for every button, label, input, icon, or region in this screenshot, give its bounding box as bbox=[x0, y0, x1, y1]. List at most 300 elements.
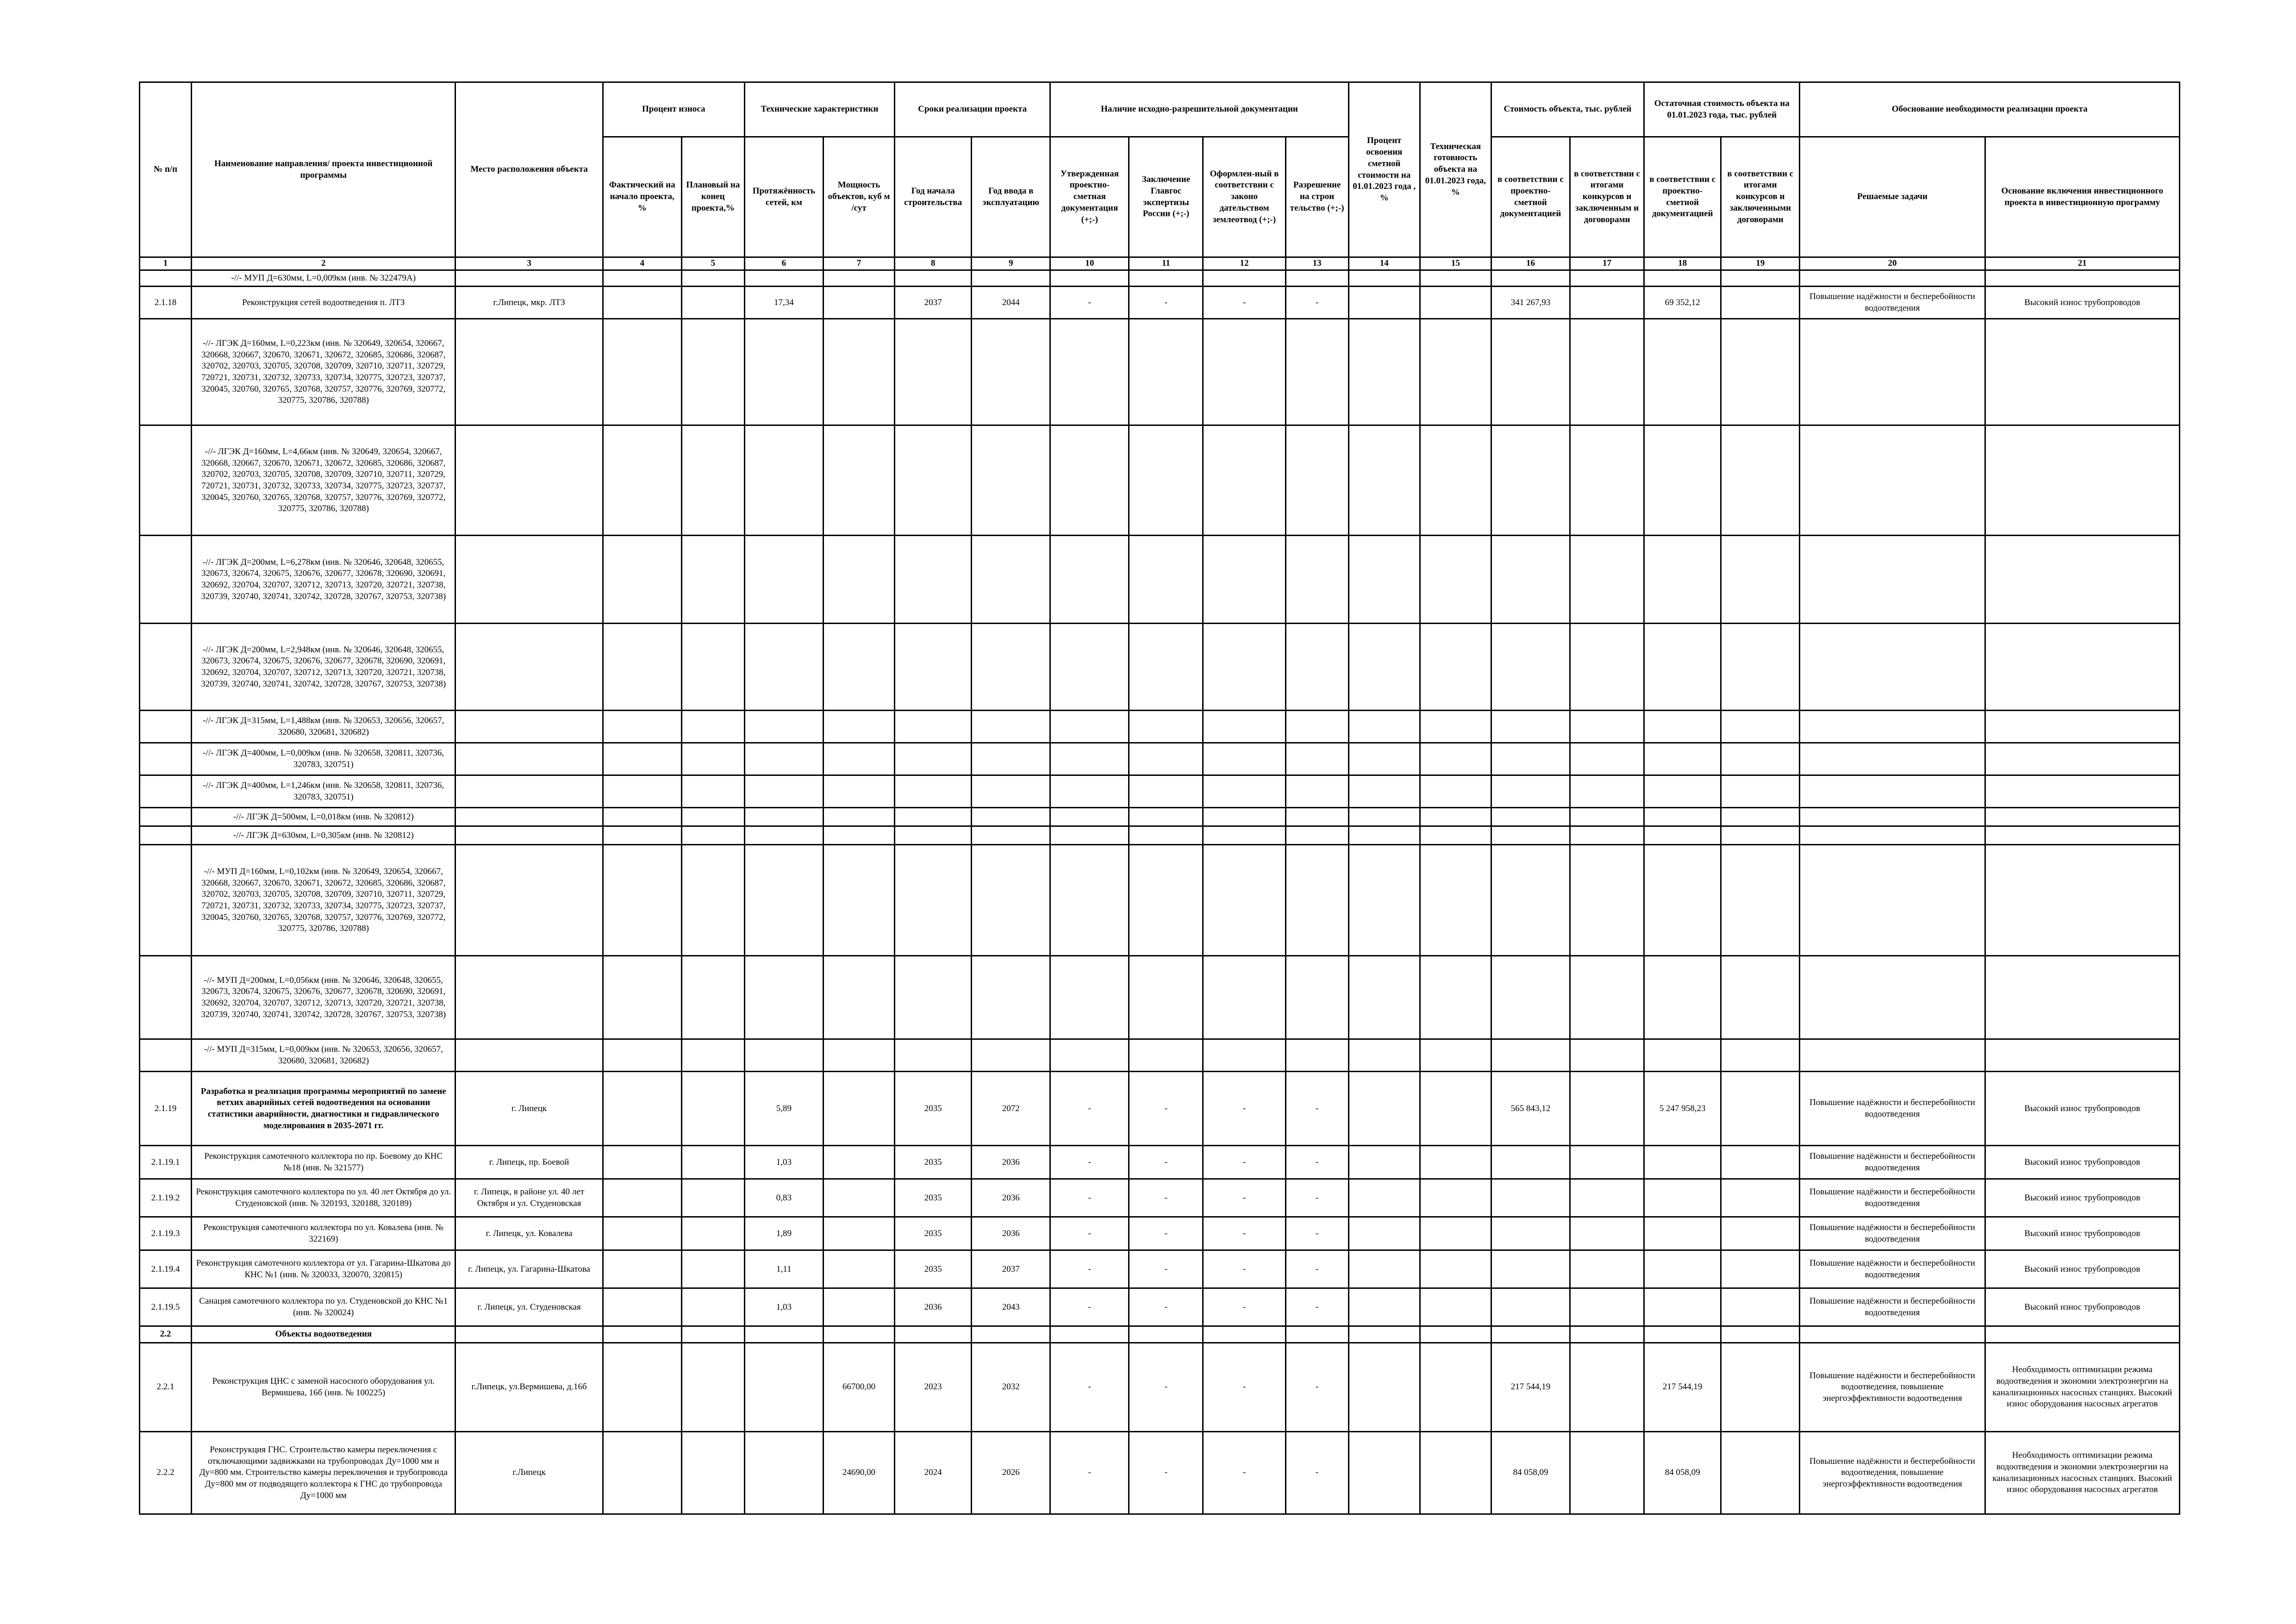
row-basis bbox=[1985, 808, 2179, 826]
row-cost-psd bbox=[1491, 1250, 1570, 1288]
empty-cell bbox=[603, 1432, 681, 1514]
header-docs: Наличие исходно-разрешительной документации bbox=[1050, 82, 1348, 137]
row-length: 5,89 bbox=[744, 1072, 823, 1146]
row-doc-permit bbox=[1285, 808, 1348, 826]
col-number: 14 bbox=[1348, 257, 1420, 270]
empty-cell bbox=[1348, 711, 1420, 743]
empty-cell bbox=[681, 319, 744, 425]
header-doc2: Заключение Главгос экспертизы России (+;-) bbox=[1129, 137, 1203, 257]
row-doc-land: - bbox=[1203, 1146, 1285, 1179]
row-doc-psd bbox=[1050, 425, 1129, 536]
col-number: 21 bbox=[1985, 257, 2179, 270]
row-doc-expertise: - bbox=[1129, 1179, 1203, 1217]
empty-cell bbox=[1570, 1432, 1644, 1514]
row-doc-permit: - bbox=[1285, 1288, 1348, 1326]
empty-cell bbox=[603, 1288, 681, 1326]
col-number: 10 bbox=[1050, 257, 1129, 270]
row-name: Реконструкция ЦНС с заменой насосного оборудования ул. Вермишева, 16б (инв. № 100225) bbox=[192, 1343, 455, 1432]
row-basis bbox=[1985, 536, 2179, 624]
empty-cell bbox=[681, 624, 744, 711]
row-doc-land bbox=[1203, 808, 1285, 826]
empty-cell bbox=[1570, 1250, 1644, 1288]
header-rest: Остаточная стоимость объекта на 01.01.2023 года, тыс. рублей bbox=[1644, 82, 1800, 137]
investment-program-table bbox=[139, 81, 2180, 1515]
empty-cell bbox=[1420, 425, 1491, 536]
empty-cell bbox=[1721, 270, 1800, 287]
row-name: Разработка и реализация программы мероприятий по замене ветхих аварийных сетей водоотведения на основании статистики аварийности, диагностики и гидравлического моделирования в 2035-2071 гг. bbox=[192, 1072, 455, 1146]
empty-cell bbox=[603, 808, 681, 826]
row-length bbox=[744, 1432, 823, 1514]
empty-cell bbox=[1348, 1432, 1420, 1514]
row-rest-psd bbox=[1644, 624, 1721, 711]
row-doc-psd bbox=[1050, 743, 1129, 775]
row-doc-psd bbox=[1050, 1039, 1129, 1072]
empty-cell bbox=[1420, 536, 1491, 624]
empty-cell bbox=[1570, 270, 1644, 287]
empty-cell bbox=[603, 1250, 681, 1288]
header-cost: Стоимость объекта, тыс. рублей bbox=[1491, 82, 1644, 137]
header-rest-b: в соответствии с итогами конкурсов и заключенными договорами bbox=[1721, 137, 1800, 257]
row-doc-permit bbox=[1285, 425, 1348, 536]
row-basis bbox=[1985, 1326, 2179, 1343]
empty-cell bbox=[1721, 624, 1800, 711]
empty-cell bbox=[681, 1039, 744, 1072]
row-name: Реконструкция сетей водоотведения п. ЛТЗ bbox=[192, 287, 455, 319]
row-doc-expertise bbox=[1129, 845, 1203, 956]
row-doc-expertise: - bbox=[1129, 1146, 1203, 1179]
header-pct-cost: Процент освоения сметной стоимости на 01.01.2023 года , % bbox=[1348, 82, 1420, 257]
empty-cell bbox=[603, 270, 681, 287]
row-rest-psd bbox=[1644, 1179, 1721, 1217]
empty-cell bbox=[1570, 956, 1644, 1039]
col-number: 8 bbox=[895, 257, 972, 270]
empty-cell bbox=[1721, 1217, 1800, 1250]
row-year-start bbox=[895, 743, 972, 775]
row-year-start: 2035 bbox=[895, 1250, 972, 1288]
row-doc-psd: - bbox=[1050, 1217, 1129, 1250]
row-name: -//- ЛГЭК Д=200мм, L=6,278км (инв. № 320646, 320648, 320655, 320673, 320674, 320675, 320676, 320677, 320678, 320690, 320691, 320692, 320704, 320707, 320712, 320713, 320720, 320721, 320738, 320739, 320740, 320741, 320742, 320728, 320767, 320753, 320738) bbox=[192, 536, 455, 624]
row-rest-psd bbox=[1644, 270, 1721, 287]
row-basis bbox=[1985, 711, 2179, 743]
row-name: Реконструкция самотечного коллектора по пр. Боевому до КНС №18 (инв. № 321577) bbox=[192, 1146, 455, 1179]
empty-cell bbox=[603, 1217, 681, 1250]
row-doc-land: - bbox=[1203, 1432, 1285, 1514]
empty-cell bbox=[1570, 743, 1644, 775]
empty-cell bbox=[1721, 287, 1800, 319]
row-year-start bbox=[895, 624, 972, 711]
table-row bbox=[140, 1326, 2180, 1343]
row-number: 2.2 bbox=[140, 1326, 192, 1343]
row-cost-psd bbox=[1491, 1039, 1570, 1072]
row-tasks: Повышение надёжности и бесперебойности водоотведения bbox=[1800, 1288, 1985, 1326]
empty-cell bbox=[1570, 826, 1644, 845]
row-cost-psd: 84 058,09 bbox=[1491, 1432, 1570, 1514]
row-name: -//- ЛГЭК Д=400мм, L=1,246км (инв. № 320658, 320811, 320736, 320783, 320751) bbox=[192, 775, 455, 808]
row-number: 2.1.19.2 bbox=[140, 1179, 192, 1217]
empty-cell bbox=[681, 956, 744, 1039]
empty-cell bbox=[1420, 1250, 1491, 1288]
empty-cell bbox=[1348, 1072, 1420, 1146]
row-year-end: 2037 bbox=[972, 1250, 1050, 1288]
row-year-start bbox=[895, 808, 972, 826]
row-doc-psd bbox=[1050, 270, 1129, 287]
row-rest-psd bbox=[1644, 1039, 1721, 1072]
table-row bbox=[140, 743, 2180, 775]
row-rest-psd bbox=[1644, 956, 1721, 1039]
empty-cell bbox=[603, 536, 681, 624]
table-row bbox=[140, 1072, 2180, 1146]
row-tasks: Повышение надёжности и бесперебойности водоотведения bbox=[1800, 287, 1985, 319]
row-place bbox=[455, 956, 603, 1039]
row-place: г.Липецк bbox=[455, 1432, 603, 1514]
row-year-end bbox=[972, 1039, 1050, 1072]
empty-cell bbox=[1721, 826, 1800, 845]
row-doc-permit bbox=[1285, 1326, 1348, 1343]
row-doc-expertise: - bbox=[1129, 1217, 1203, 1250]
row-basis: Необходимость оптимизации режима водоотведения и экономии электроэнергии на канализационных насосных станциях. Высокий износ оборудования насосных агрегатов bbox=[1985, 1343, 2179, 1432]
row-year-start: 2037 bbox=[895, 287, 972, 319]
row-doc-permit bbox=[1285, 319, 1348, 425]
col-number: 19 bbox=[1721, 257, 1800, 270]
empty-cell bbox=[1420, 1146, 1491, 1179]
row-doc-expertise bbox=[1129, 808, 1203, 826]
row-basis bbox=[1985, 743, 2179, 775]
row-cost-psd: 217 544,19 bbox=[1491, 1343, 1570, 1432]
row-doc-psd bbox=[1050, 711, 1129, 743]
table-row bbox=[140, 1217, 2180, 1250]
row-year-start: 2024 bbox=[895, 1432, 972, 1514]
row-name: -//- ЛГЭК Д=400мм, L=0,009км (инв. № 320658, 320811, 320736, 320783, 320751) bbox=[192, 743, 455, 775]
header-wear-start: Фактический на начало проекта, % bbox=[603, 137, 681, 257]
table-row bbox=[140, 711, 2180, 743]
row-doc-permit bbox=[1285, 845, 1348, 956]
row-basis bbox=[1985, 270, 2179, 287]
row-tasks bbox=[1800, 319, 1985, 425]
row-doc-psd: - bbox=[1050, 1250, 1129, 1288]
col-number: 18 bbox=[1644, 257, 1721, 270]
row-power bbox=[823, 845, 894, 956]
empty-cell bbox=[603, 624, 681, 711]
empty-cell bbox=[681, 1179, 744, 1217]
empty-cell bbox=[1348, 425, 1420, 536]
row-year-start: 2035 bbox=[895, 1072, 972, 1146]
empty-cell bbox=[603, 1146, 681, 1179]
col-number: 15 bbox=[1420, 257, 1491, 270]
table-row bbox=[140, 956, 2180, 1039]
row-length bbox=[744, 319, 823, 425]
row-place bbox=[455, 743, 603, 775]
row-number bbox=[140, 711, 192, 743]
row-power bbox=[823, 1326, 894, 1343]
header-terms: Сроки реализации проекта bbox=[895, 82, 1050, 137]
row-doc-psd: - bbox=[1050, 1072, 1129, 1146]
empty-cell bbox=[681, 826, 744, 845]
empty-cell bbox=[1420, 711, 1491, 743]
row-doc-land: - bbox=[1203, 1343, 1285, 1432]
header-year-end: Год ввода в эксплуатацию bbox=[972, 137, 1050, 257]
empty-cell bbox=[603, 1179, 681, 1217]
col-number: 17 bbox=[1570, 257, 1644, 270]
empty-cell bbox=[1570, 624, 1644, 711]
header-doc1: Утвержденная проектно-сметная документация (+;-) bbox=[1050, 137, 1129, 257]
row-doc-land bbox=[1203, 624, 1285, 711]
row-name: -//- МУП Д=315мм, L=0,009км (инв. № 320653, 320656, 320657, 320680, 320681, 320682) bbox=[192, 1039, 455, 1072]
row-number bbox=[140, 536, 192, 624]
row-rest-psd bbox=[1644, 743, 1721, 775]
row-doc-psd: - bbox=[1050, 1179, 1129, 1217]
row-power: 24690,00 bbox=[823, 1432, 894, 1514]
row-rest-psd bbox=[1644, 808, 1721, 826]
row-number: 2.1.19.4 bbox=[140, 1250, 192, 1288]
row-name: -//- ЛГЭК Д=160мм, L=4,66км (инв. № 320649, 320654, 320667, 320668, 320667, 320670, 320671, 320672, 320685, 320686, 320687, 320702, 320703, 320705, 320708, 320709, 320710, 320711, 320729, 720721, 320731, 320732, 320733, 320734, 320775, 320723, 320737, 320045, 320760, 320765, 320768, 320757, 320776, 320769, 320772, 320775, 320786, 320788) bbox=[192, 425, 455, 536]
row-cost-psd bbox=[1491, 956, 1570, 1039]
empty-cell bbox=[681, 270, 744, 287]
row-doc-permit: - bbox=[1285, 1146, 1348, 1179]
row-place bbox=[455, 808, 603, 826]
row-length: 1,11 bbox=[744, 1250, 823, 1288]
empty-cell bbox=[1420, 1039, 1491, 1072]
row-doc-expertise: - bbox=[1129, 1432, 1203, 1514]
col-number: 4 bbox=[603, 257, 681, 270]
row-basis: Высокий износ трубопроводов bbox=[1985, 1072, 2179, 1146]
table-row bbox=[140, 536, 2180, 624]
empty-cell bbox=[1420, 808, 1491, 826]
row-doc-expertise bbox=[1129, 425, 1203, 536]
row-year-end: 2036 bbox=[972, 1217, 1050, 1250]
row-length bbox=[744, 1343, 823, 1432]
header-place: Место расположения объекта bbox=[455, 82, 603, 257]
empty-cell bbox=[1348, 536, 1420, 624]
row-power bbox=[823, 775, 894, 808]
row-number: 2.1.19 bbox=[140, 1072, 192, 1146]
row-power bbox=[823, 956, 894, 1039]
row-doc-land bbox=[1203, 425, 1285, 536]
row-length bbox=[744, 845, 823, 956]
row-length bbox=[744, 270, 823, 287]
empty-cell bbox=[681, 536, 744, 624]
row-basis: Высокий износ трубопроводов bbox=[1985, 1179, 2179, 1217]
row-tasks bbox=[1800, 425, 1985, 536]
row-doc-permit bbox=[1285, 536, 1348, 624]
row-rest-psd bbox=[1644, 319, 1721, 425]
row-doc-psd bbox=[1050, 956, 1129, 1039]
empty-cell bbox=[603, 1343, 681, 1432]
row-doc-psd bbox=[1050, 319, 1129, 425]
row-year-start bbox=[895, 1326, 972, 1343]
empty-cell bbox=[603, 826, 681, 845]
empty-cell bbox=[1570, 536, 1644, 624]
empty-cell bbox=[1420, 956, 1491, 1039]
empty-cell bbox=[1348, 956, 1420, 1039]
empty-cell bbox=[1348, 1343, 1420, 1432]
empty-cell bbox=[1721, 743, 1800, 775]
row-tasks: Повышение надёжности и бесперебойности водоотведения bbox=[1800, 1146, 1985, 1179]
empty-cell bbox=[1420, 624, 1491, 711]
table-row bbox=[140, 826, 2180, 845]
row-length bbox=[744, 711, 823, 743]
row-year-start bbox=[895, 270, 972, 287]
row-name: -//- ЛГЭК Д=315мм, L=1,488км (инв. № 320653, 320656, 320657, 320680, 320681, 320682) bbox=[192, 711, 455, 743]
row-place bbox=[455, 1326, 603, 1343]
row-number bbox=[140, 956, 192, 1039]
row-tasks: Повышение надёжности и бесперебойности водоотведения bbox=[1800, 1072, 1985, 1146]
row-basis: Необходимость оптимизации режима водоотведения и экономии электроэнергии на канализационных насосных станциях. Высокий износ оборудования насосных агрегатов bbox=[1985, 1432, 2179, 1514]
empty-cell bbox=[1570, 845, 1644, 956]
empty-cell bbox=[1570, 808, 1644, 826]
row-power bbox=[823, 319, 894, 425]
empty-cell bbox=[681, 1326, 744, 1343]
row-doc-psd bbox=[1050, 845, 1129, 956]
empty-cell bbox=[1348, 845, 1420, 956]
row-year-end: 2026 bbox=[972, 1432, 1050, 1514]
row-doc-psd bbox=[1050, 1326, 1129, 1343]
row-doc-permit bbox=[1285, 270, 1348, 287]
row-year-end bbox=[972, 425, 1050, 536]
row-doc-expertise: - bbox=[1129, 1072, 1203, 1146]
empty-cell bbox=[1348, 1179, 1420, 1217]
col-number: 11 bbox=[1129, 257, 1203, 270]
row-year-start bbox=[895, 425, 972, 536]
row-number bbox=[140, 775, 192, 808]
row-basis bbox=[1985, 826, 2179, 845]
row-doc-land bbox=[1203, 956, 1285, 1039]
row-length: 1,03 bbox=[744, 1288, 823, 1326]
row-cost-psd bbox=[1491, 808, 1570, 826]
empty-cell bbox=[1721, 536, 1800, 624]
empty-cell bbox=[681, 1250, 744, 1288]
row-name: Санация самотечного коллектора по ул. Студеновской до КНС №1 (инв. № 320024) bbox=[192, 1288, 455, 1326]
header-num: № п/п bbox=[140, 82, 192, 257]
col-number: 5 bbox=[681, 257, 744, 270]
row-number bbox=[140, 319, 192, 425]
table-row bbox=[140, 287, 2180, 319]
row-year-start bbox=[895, 956, 972, 1039]
row-length bbox=[744, 425, 823, 536]
row-doc-expertise bbox=[1129, 826, 1203, 845]
row-year-end bbox=[972, 1326, 1050, 1343]
empty-cell bbox=[603, 711, 681, 743]
row-power bbox=[823, 826, 894, 845]
empty-cell bbox=[1420, 287, 1491, 319]
row-year-end bbox=[972, 956, 1050, 1039]
row-cost-psd bbox=[1491, 711, 1570, 743]
row-year-end bbox=[972, 826, 1050, 845]
row-tasks bbox=[1800, 845, 1985, 956]
row-doc-permit: - bbox=[1285, 1179, 1348, 1217]
row-year-end bbox=[972, 743, 1050, 775]
table-row bbox=[140, 845, 2180, 956]
col-number: 13 bbox=[1285, 257, 1348, 270]
row-basis: Высокий износ трубопроводов bbox=[1985, 1146, 2179, 1179]
row-place bbox=[455, 319, 603, 425]
row-doc-expertise bbox=[1129, 711, 1203, 743]
row-number: 2.2.2 bbox=[140, 1432, 192, 1514]
empty-cell bbox=[1570, 1039, 1644, 1072]
row-name: Реконструкция самотечного коллектора по ул. 40 лет Октября до ул. Студеновской (инв. № 320193, 320188, 320189) bbox=[192, 1179, 455, 1217]
empty-cell bbox=[1570, 1179, 1644, 1217]
empty-cell bbox=[1721, 711, 1800, 743]
row-doc-land: - bbox=[1203, 1179, 1285, 1217]
row-number: 2.1.19.3 bbox=[140, 1217, 192, 1250]
row-year-end bbox=[972, 808, 1050, 826]
row-name: -//- МУП Д=200мм, L=0,056км (инв. № 320646, 320648, 320655, 320673, 320674, 320675, 320676, 320677, 320678, 320690, 320691, 320692, 320704, 320707, 320712, 320713, 320720, 320721, 320738, 320739, 320740, 320741, 320742, 320728, 320767, 320753, 320738) bbox=[192, 956, 455, 1039]
empty-cell bbox=[1348, 1217, 1420, 1250]
row-basis: Высокий износ трубопроводов bbox=[1985, 1217, 2179, 1250]
row-basis: Высокий износ трубопроводов bbox=[1985, 1250, 2179, 1288]
row-doc-psd bbox=[1050, 808, 1129, 826]
row-length bbox=[744, 743, 823, 775]
row-year-end: 2072 bbox=[972, 1072, 1050, 1146]
row-tasks bbox=[1800, 826, 1985, 845]
row-place bbox=[455, 1039, 603, 1072]
header-cost-b: в соответствии с итогами конкурсов и заключенным и договорами bbox=[1570, 137, 1644, 257]
row-doc-expertise bbox=[1129, 624, 1203, 711]
row-number: 2.1.18 bbox=[140, 287, 192, 319]
row-rest-psd bbox=[1644, 1288, 1721, 1326]
row-length: 1,89 bbox=[744, 1217, 823, 1250]
row-power bbox=[823, 1072, 894, 1146]
row-tasks bbox=[1800, 1326, 1985, 1343]
row-rest-psd: 84 058,09 bbox=[1644, 1432, 1721, 1514]
row-name: -//- ЛГЭК Д=630мм, L=0,305км (инв. № 320812) bbox=[192, 826, 455, 845]
empty-cell bbox=[1420, 1326, 1491, 1343]
row-length bbox=[744, 956, 823, 1039]
empty-cell bbox=[1420, 743, 1491, 775]
row-doc-land: - bbox=[1203, 1288, 1285, 1326]
row-rest-psd bbox=[1644, 1250, 1721, 1288]
row-cost-psd bbox=[1491, 1217, 1570, 1250]
row-doc-permit: - bbox=[1285, 1343, 1348, 1432]
empty-cell bbox=[1721, 1432, 1800, 1514]
row-doc-permit bbox=[1285, 624, 1348, 711]
empty-cell bbox=[1721, 1072, 1800, 1146]
table-body bbox=[140, 270, 2180, 1514]
row-doc-land bbox=[1203, 826, 1285, 845]
header-wear: Процент износа bbox=[603, 82, 744, 137]
empty-cell bbox=[1348, 1039, 1420, 1072]
row-number: 2.1.19.1 bbox=[140, 1146, 192, 1179]
row-power bbox=[823, 425, 894, 536]
empty-cell bbox=[1721, 1179, 1800, 1217]
row-year-end: 2043 bbox=[972, 1288, 1050, 1326]
row-name: -//- МУП Д=160мм, L=0,102км (инв. № 320649, 320654, 320667, 320668, 320667, 320670, 320671, 320672, 320685, 320686, 320687, 320702, 320703, 320705, 320708, 320709, 320710, 320711, 320729, 720721, 320731, 320732, 320733, 320734, 320775, 320723, 320737, 320045, 320760, 320765, 320768, 320757, 320776, 320769, 320772, 320775, 320786, 320788) bbox=[192, 845, 455, 956]
empty-cell bbox=[681, 1343, 744, 1432]
empty-cell bbox=[1721, 775, 1800, 808]
empty-cell bbox=[1348, 1250, 1420, 1288]
row-year-end bbox=[972, 775, 1050, 808]
row-tasks bbox=[1800, 536, 1985, 624]
row-rest-psd: 5 247 958,23 bbox=[1644, 1072, 1721, 1146]
col-number: 16 bbox=[1491, 257, 1570, 270]
row-doc-permit bbox=[1285, 743, 1348, 775]
empty-cell bbox=[1570, 1326, 1644, 1343]
empty-cell bbox=[1420, 319, 1491, 425]
row-doc-land bbox=[1203, 1039, 1285, 1072]
row-length: 0,83 bbox=[744, 1179, 823, 1217]
row-tasks bbox=[1800, 743, 1985, 775]
empty-cell bbox=[1348, 775, 1420, 808]
row-place bbox=[455, 270, 603, 287]
empty-cell bbox=[681, 1288, 744, 1326]
row-doc-permit bbox=[1285, 711, 1348, 743]
row-number bbox=[140, 808, 192, 826]
row-place bbox=[455, 775, 603, 808]
row-cost-psd bbox=[1491, 536, 1570, 624]
row-cost-psd bbox=[1491, 1288, 1570, 1326]
empty-cell bbox=[603, 956, 681, 1039]
row-basis bbox=[1985, 775, 2179, 808]
empty-cell bbox=[603, 425, 681, 536]
